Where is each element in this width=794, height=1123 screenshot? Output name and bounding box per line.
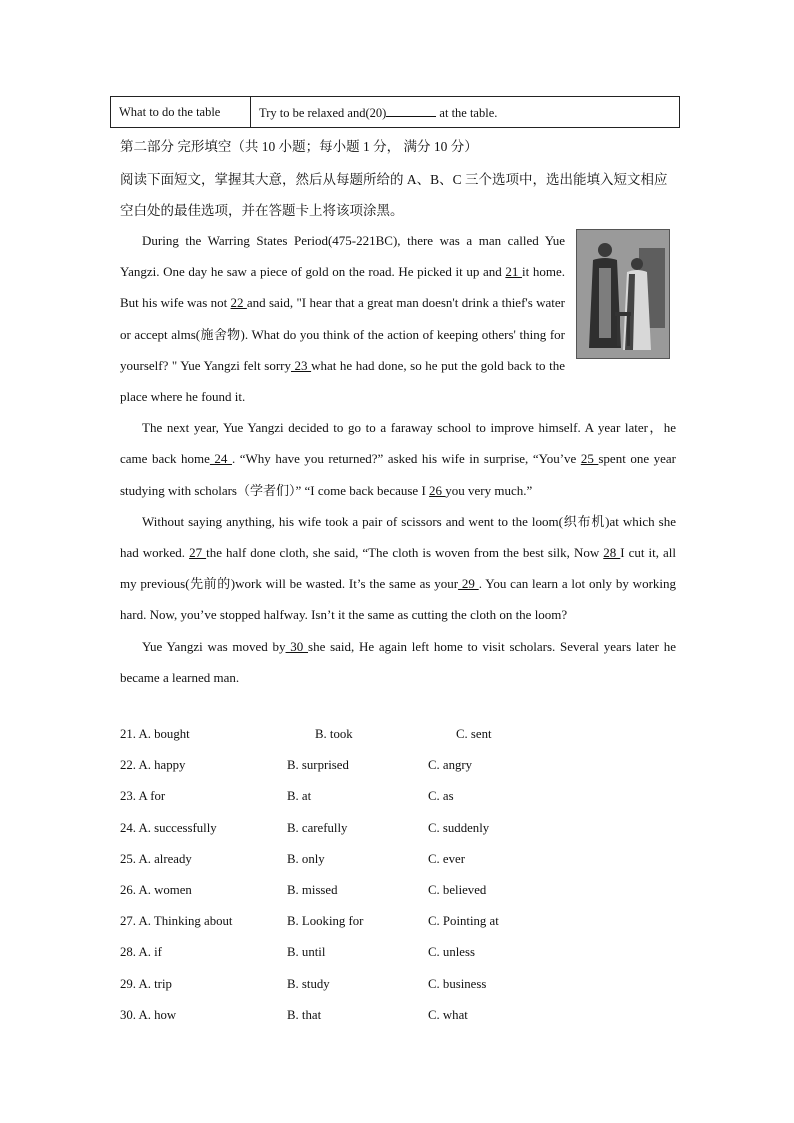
option-b: B. Looking for: [287, 914, 364, 929]
option-a: 26. A. women: [120, 882, 192, 897]
p3-text-3: I cut it, all my previous(先前的)work will be wasted. It’s the same as your: [120, 545, 677, 592]
p1-text-3: and said, "I hear that a great man doesn't drink a thief's water or accept alms(施舍物). What do you think of the action of keeping others' thing for yourself? " Yue Yangzi felt sorry: [120, 295, 566, 373]
option-a: 24. A. successfully: [120, 820, 217, 835]
blank-23: 23: [290, 357, 312, 373]
option-b: B. missed: [287, 882, 338, 897]
option-b: B. carefully: [287, 820, 348, 835]
question-table-row: [110, 96, 680, 128]
option-a: 27. A. Thinking about: [120, 914, 233, 929]
option-c: C. suddenly: [428, 820, 490, 835]
answer-blank-20: [386, 105, 436, 117]
passage-paragraph-1: [120, 225, 565, 412]
p2-text-3: spent one year studying with scholars（学者们）” “I come back because I: [120, 451, 676, 498]
blank-25: 25: [580, 451, 599, 467]
passage-paragraph-2: [120, 412, 676, 506]
option-b: B. that: [287, 1007, 322, 1022]
option-c: C. unless: [428, 945, 475, 960]
option-a: 30. A. how: [120, 1007, 177, 1022]
option-c: C. as: [428, 789, 454, 804]
option-b: B. only: [287, 851, 325, 866]
option-c: C. business: [428, 976, 487, 991]
p2-text-4: you very much.”: [445, 482, 533, 498]
option-c: C. sent: [456, 727, 492, 741]
option-b: B. surprised: [287, 758, 349, 773]
option-c: C. believed: [428, 882, 487, 897]
p1-text-2: it home. But his wife was not: [120, 264, 566, 311]
table-label-cell: What to do the table: [111, 97, 251, 127]
option-c: C. Pointing at: [428, 914, 499, 929]
option-c: C. what: [428, 1007, 468, 1022]
option-b: B. until: [287, 945, 326, 960]
blank-24: 24: [209, 451, 232, 467]
blank-21: 21: [505, 264, 523, 280]
section-heading: 第二部分 完形填空（共 10 小题；每小题 1 分， 满分 10 分）: [120, 139, 478, 154]
option-b: B. took: [315, 727, 353, 741]
table-content-after: at the table.: [436, 106, 498, 120]
option-a: 23. A for: [120, 789, 166, 804]
table-content-cell: [251, 97, 679, 127]
p2-text-1: The next year, Yue Yangzi decided to go to a faraway school to improve himself. A year later，he came back home: [120, 420, 676, 467]
option-b: B. at: [287, 789, 312, 804]
blank-29: 29: [458, 576, 479, 592]
blank-26: 26: [429, 482, 446, 498]
table-content-before: Try to be relaxed and(20): [259, 106, 387, 120]
p4-text-1: Yue Yangzi was moved by: [142, 638, 286, 654]
passage-paragraph-3: [120, 506, 676, 631]
blank-22: 22: [230, 295, 247, 311]
option-b: B. study: [287, 976, 330, 991]
p3-text-1: Without saying anything, his wife took a pair of scissors and went to the loom(织布机)at which she had worked.: [120, 513, 676, 561]
option-a: 25. A. already: [120, 851, 192, 866]
p3-text-2: the half done cloth, she said, “The cloth is woven from the best silk, Now: [206, 545, 604, 561]
blank-27: 27: [189, 545, 207, 561]
option-a: 22. A. happy: [120, 758, 186, 773]
option-a: 29. A. trip: [120, 976, 172, 991]
passage-paragraph-4: [120, 631, 676, 693]
option-c: C. angry: [428, 758, 473, 773]
p2-text-2: . “Why have you returned?” asked his wife in surprise, “You’ve: [231, 451, 581, 467]
cloze-passage: [120, 225, 676, 693]
p3-text-4: . You can learn a lot only by working hard. Now, you’ve stopped halfway. Isn’t it the same as cutting the cloth on the loom?: [120, 576, 677, 623]
option-c: C. ever: [428, 851, 465, 866]
option-a: 28. A. if: [120, 945, 162, 960]
p1-text-1: During the Warring States Period(475-221BC), there was a man called Yue Yangzi. One day he saw a piece of gold on the road. He picked it up and: [120, 233, 565, 280]
p1-text-4: what he had done, so he put the gold back to the place where he found it.: [120, 357, 565, 405]
instructions: 阅读下面短文，掌握其大意，然后从每题所给的 A、B、C 三个选项中，选出能填入短文相应空白处的最佳选项，并在答题卡上将该项涂黑。: [120, 172, 668, 218]
blank-28: 28: [603, 545, 621, 561]
p4-text-2: she said, He again left home to visit scholars. Several years later he became a learned man.: [120, 638, 677, 685]
blank-30: 30: [285, 638, 309, 654]
option-a: 21. A. bought: [120, 727, 190, 741]
